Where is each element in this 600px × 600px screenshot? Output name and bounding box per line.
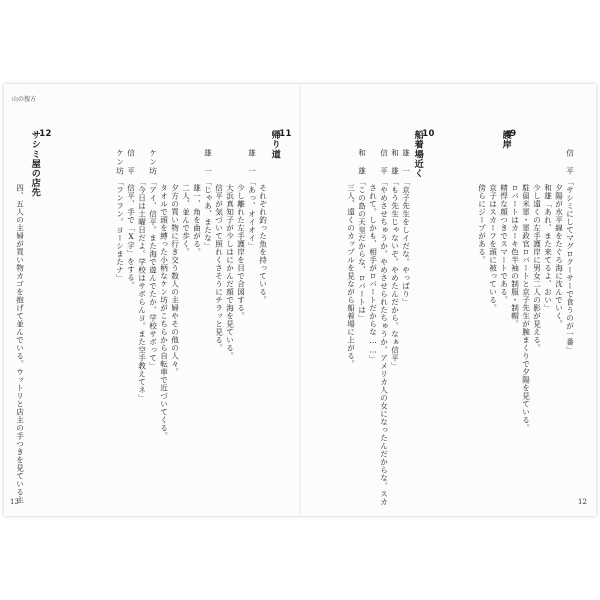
dialogue-line: 「じゃあ、またな」 [203, 178, 213, 250]
speaker-name: 信 平 [126, 149, 136, 176]
speaker-name: 和 雄 [390, 149, 400, 176]
stage-direction: 大浜真知子が少しはにかんだ顔で海を見ている。 [225, 184, 235, 360]
scene-title: 船着場近く [412, 130, 424, 178]
speaker-name: 和 雄 [357, 149, 367, 176]
stage-direction: 信平が気づいて照れくさそうにチラッと見る。 [214, 184, 224, 352]
dialogue-line: 「もう先生じゃないぞ。やめたんだから。なぁ信平」 [390, 178, 400, 370]
page-number-right: 12 [578, 498, 587, 506]
speaker-name: 雄 一 [247, 149, 257, 176]
stage-direction: 駐留米軍・軍政官ロバートと京子先生が腕まくりで夕陽を見ている。 [521, 184, 531, 432]
dialogue-line: 「この島の天皇だからな、ロバートは」 [357, 178, 367, 322]
scene-heading-12 [30, 130, 52, 197]
book-gutter [299, 84, 301, 516]
dialogue-line: 「京子先生をしイだな。やっぱり」 [401, 178, 411, 306]
stage-direction: ロバートはカーキ色半袖の制服・制帽。 [510, 184, 520, 328]
stage-direction: 傍らにジープがある。 [477, 184, 487, 264]
stage-direction: それぞれ釣った魚を持っている。 [258, 184, 268, 304]
stage-direction: 京子はスカーフを頭に被っている。 [488, 184, 498, 312]
scene-number: 11 [279, 129, 292, 139]
scene-title: 護岸 [500, 130, 512, 150]
stage-direction: 信平、手で「X字」をする。 [126, 184, 136, 290]
dialogue-line: 「あっ、オイオイ」 [247, 178, 257, 250]
scene-title: 帰り道 [269, 130, 281, 159]
scene-heading-10 [413, 130, 435, 178]
running-header: 山の捜方 [12, 96, 37, 103]
scene-number: 10 [422, 129, 435, 139]
stage-direction: 少し離れた左手護岸を目で合図する。 [236, 184, 246, 320]
scene-number: 12 [39, 129, 52, 139]
stage-direction: 精悍な顔つきでスマートである。 [499, 184, 509, 304]
dialogue-line: されて。しかも、相手がロバートだからな……」 [368, 184, 378, 363]
stage-direction: 三人、遠くのカップルを見ながら船着場に上がる。 [346, 184, 356, 368]
speaker-name: 雄 一 [203, 149, 213, 176]
stage-direction: 夕方の買い物に行き交う数人の主婦やその他の人々。 [170, 184, 180, 376]
speaker-name: 雄 一 [401, 149, 411, 176]
stage-direction: 二人、並んで歩く。 [181, 184, 191, 256]
scene-title: サシミ屋の店先 [29, 130, 41, 198]
speaker-name: ケン坊 [115, 149, 125, 176]
speaker-name: 信 平 [565, 149, 575, 176]
dialogue-line: 「今日は土曜日だよ。学校はサボらんヨ。また空手教えてネ」 [137, 178, 147, 402]
dialogue-line: 「やめさせちゅうか。やめさせられたちゅうか。アメリカ人の女になったんだからな。スカ [379, 178, 389, 506]
stage-direction: 和雄「あれ、また来てるよ、おい」 [543, 184, 553, 312]
scene-heading-11 [270, 130, 292, 159]
dialogue-line: 「フンフン。ヨーシまたナ」 [115, 178, 125, 282]
dialogue-line: 「サシミにしてマグロクーサーで食うのが一番」 [565, 178, 575, 354]
dialogue-line: 「アイ、信平。また海で遊んでたか。学校サボって」 [148, 178, 158, 370]
scene-number: 9 [510, 129, 517, 139]
stage-direction: タオルで頭を縛った小柄なケン坊がこちらから自転車で近づいてくる。 [159, 184, 169, 440]
stage-direction: 少し遠くの左手護岸に男女二人の影が見える。 [532, 184, 542, 352]
stage-direction: 四、五人の主婦が買い物カゴを抱げて並んでいる。ウットリと店主の手つきを見ている主 [15, 184, 25, 504]
scene-heading-9 [501, 130, 517, 149]
speaker-name: 信 平 [379, 149, 389, 176]
page-number-left: 13 [10, 498, 19, 506]
stage-direction: 夕陽が水平線をたぐろ海に沈んでいく。 [554, 184, 564, 328]
speaker-name: ケン坊 [148, 149, 158, 176]
stage-direction: 雄一、角を曲がる。 [192, 184, 202, 256]
